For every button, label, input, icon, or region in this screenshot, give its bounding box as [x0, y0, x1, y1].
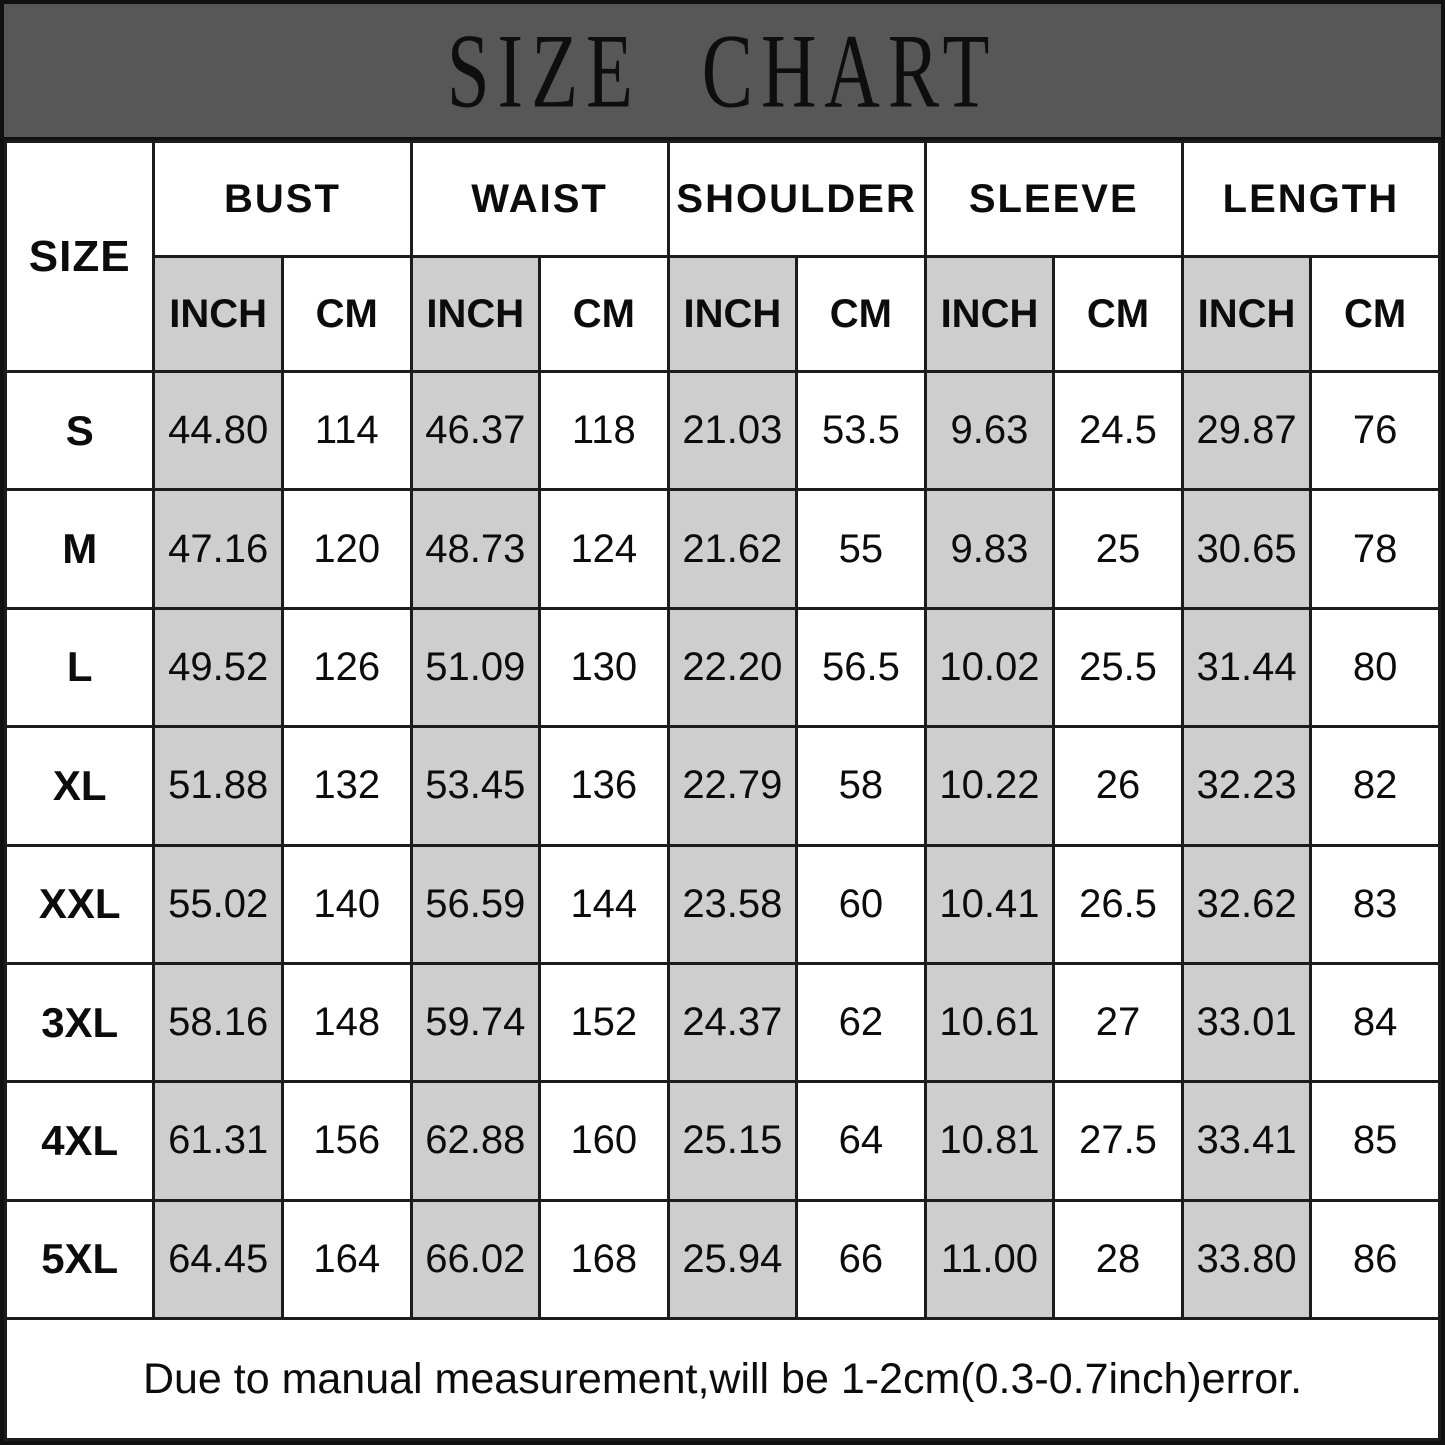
table-cell: 47.16 — [154, 490, 283, 608]
table-cell: 64 — [797, 1082, 926, 1200]
table-cell: 53.45 — [411, 727, 540, 845]
table-cell: 25.5 — [1054, 608, 1183, 726]
table-cell: 9.63 — [925, 372, 1054, 490]
table-cell: 51.09 — [411, 608, 540, 726]
table-cell: 66 — [797, 1200, 926, 1318]
table-cell: 58.16 — [154, 963, 283, 1081]
table-cell: 61.31 — [154, 1082, 283, 1200]
table-cell: 148 — [282, 963, 411, 1081]
table-cell: 32.23 — [1182, 727, 1311, 845]
table-cell: 140 — [282, 845, 411, 963]
table-cell: 76 — [1311, 372, 1440, 490]
table-cell: 32.62 — [1182, 845, 1311, 963]
unit-header-row — [6, 257, 1440, 372]
table-cell: 24.5 — [1054, 372, 1183, 490]
table-cell: 49.52 — [154, 608, 283, 726]
table-cell: 53.5 — [797, 372, 926, 490]
table-cell: 10.41 — [925, 845, 1054, 963]
table-cell: 44.80 — [154, 372, 283, 490]
column-header-size: SIZE — [6, 142, 154, 372]
table-cell: 58 — [797, 727, 926, 845]
table-cell: 27.5 — [1054, 1082, 1183, 1200]
table-row-3xl — [6, 963, 1440, 1081]
table-cell: 51.88 — [154, 727, 283, 845]
table-cell: 33.01 — [1182, 963, 1311, 1081]
table-cell: 136 — [540, 727, 669, 845]
unit-header-inch: INCH — [1182, 257, 1311, 372]
table-cell: 48.73 — [411, 490, 540, 608]
unit-header-cm: CM — [1311, 257, 1440, 372]
table-cell: 132 — [282, 727, 411, 845]
table-cell: 84 — [1311, 963, 1440, 1081]
note-row — [6, 1319, 1440, 1440]
table-cell: 29.87 — [1182, 372, 1311, 490]
column-header-bust: BUST — [154, 142, 411, 257]
table-cell: 156 — [282, 1082, 411, 1200]
table-cell: 21.03 — [668, 372, 797, 490]
table-row-xxl — [6, 845, 1440, 963]
table-cell: 160 — [540, 1082, 669, 1200]
table-cell: 28 — [1054, 1200, 1183, 1318]
table-cell: 24.37 — [668, 963, 797, 1081]
unit-header-cm: CM — [797, 257, 926, 372]
table-cell: 62.88 — [411, 1082, 540, 1200]
table-cell: 27 — [1054, 963, 1183, 1081]
row-label: L — [6, 608, 154, 726]
table-cell: 83 — [1311, 845, 1440, 963]
table-row-xl — [6, 727, 1440, 845]
table-cell: 144 — [540, 845, 669, 963]
unit-header-inch: INCH — [154, 257, 283, 372]
table-cell: 26.5 — [1054, 845, 1183, 963]
table-cell: 118 — [540, 372, 669, 490]
column-header-length: LENGTH — [1182, 142, 1439, 257]
unit-header-inch: INCH — [668, 257, 797, 372]
column-header-shoulder: SHOULDER — [668, 142, 925, 257]
table-cell: 114 — [282, 372, 411, 490]
title-bar — [4, 4, 1441, 140]
table-cell: 10.61 — [925, 963, 1054, 1081]
table-cell: 21.62 — [668, 490, 797, 608]
column-header-sleeve: SLEEVE — [925, 142, 1182, 257]
table-cell: 82 — [1311, 727, 1440, 845]
table-cell: 25 — [1054, 490, 1183, 608]
table-cell: 25.94 — [668, 1200, 797, 1318]
table-cell: 126 — [282, 608, 411, 726]
table-row-l — [6, 608, 1440, 726]
table-cell: 130 — [540, 608, 669, 726]
table-cell: 120 — [282, 490, 411, 608]
unit-header-inch: INCH — [925, 257, 1054, 372]
row-label: 3XL — [6, 963, 154, 1081]
table-cell: 66.02 — [411, 1200, 540, 1318]
table-cell: 9.83 — [925, 490, 1054, 608]
table-cell: 60 — [797, 845, 926, 963]
table-cell: 56.5 — [797, 608, 926, 726]
table-row-4xl — [6, 1082, 1440, 1200]
table-cell: 10.81 — [925, 1082, 1054, 1200]
table-cell: 11.00 — [925, 1200, 1054, 1318]
table-cell: 31.44 — [1182, 608, 1311, 726]
page-title: SIZE CHART — [447, 11, 998, 130]
table-cell: 124 — [540, 490, 669, 608]
table-cell: 22.79 — [668, 727, 797, 845]
row-label: XL — [6, 727, 154, 845]
table-cell: 80 — [1311, 608, 1440, 726]
table-cell: 30.65 — [1182, 490, 1311, 608]
table-row-m — [6, 490, 1440, 608]
table-cell: 23.58 — [668, 845, 797, 963]
row-label: 4XL — [6, 1082, 154, 1200]
size-chart-table — [4, 140, 1441, 1441]
table-cell: 85 — [1311, 1082, 1440, 1200]
table-cell: 86 — [1311, 1200, 1440, 1318]
table-row-5xl — [6, 1200, 1440, 1318]
table-cell: 33.41 — [1182, 1082, 1311, 1200]
unit-header-inch: INCH — [411, 257, 540, 372]
table-cell: 78 — [1311, 490, 1440, 608]
unit-header-cm: CM — [282, 257, 411, 372]
column-header-waist: WAIST — [411, 142, 668, 257]
table-cell: 64.45 — [154, 1200, 283, 1318]
table-cell: 59.74 — [411, 963, 540, 1081]
table-cell: 46.37 — [411, 372, 540, 490]
table-cell: 62 — [797, 963, 926, 1081]
table-cell: 55 — [797, 490, 926, 608]
measurement-note: Due to manual measurement,will be 1-2cm(0.3-0.7inch)error. — [6, 1319, 1440, 1440]
unit-header-cm: CM — [1054, 257, 1183, 372]
row-label: S — [6, 372, 154, 490]
table-cell: 26 — [1054, 727, 1183, 845]
row-label: XXL — [6, 845, 154, 963]
group-header-row — [6, 142, 1440, 257]
table-cell: 33.80 — [1182, 1200, 1311, 1318]
row-label: M — [6, 490, 154, 608]
unit-header-cm: CM — [540, 257, 669, 372]
table-cell: 152 — [540, 963, 669, 1081]
table-cell: 10.02 — [925, 608, 1054, 726]
table-cell: 168 — [540, 1200, 669, 1318]
table-cell: 25.15 — [668, 1082, 797, 1200]
table-cell: 55.02 — [154, 845, 283, 963]
table-cell: 56.59 — [411, 845, 540, 963]
table-cell: 22.20 — [668, 608, 797, 726]
row-label: 5XL — [6, 1200, 154, 1318]
table-row-s — [6, 372, 1440, 490]
table-cell: 10.22 — [925, 727, 1054, 845]
table-cell: 164 — [282, 1200, 411, 1318]
